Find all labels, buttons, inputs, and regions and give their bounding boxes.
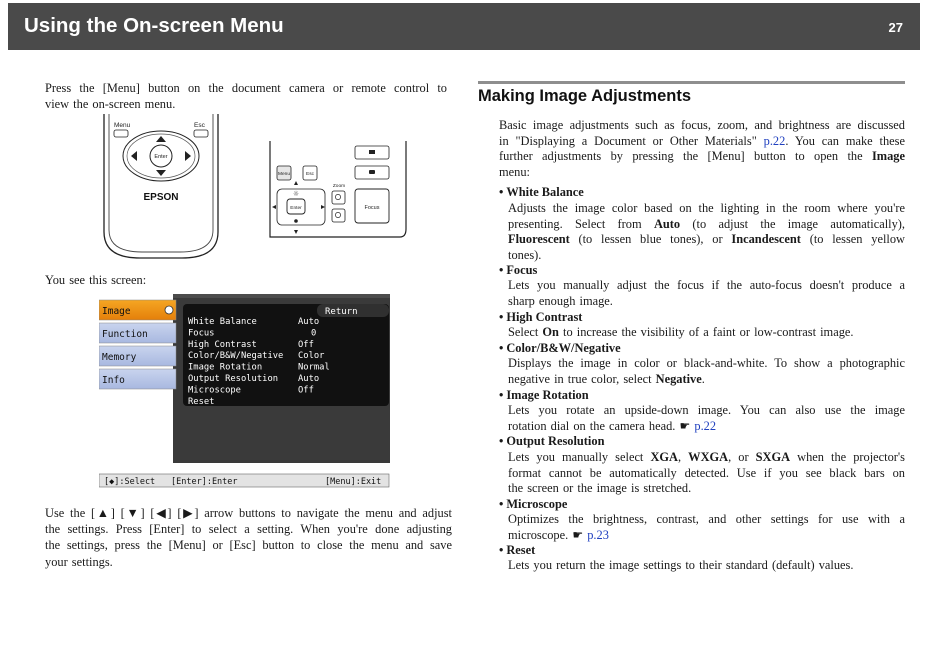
osd-tab-label: Image (102, 306, 131, 317)
remote-menu-label: Menu (114, 122, 131, 129)
item-output-resolution-title: • Output Resolution (499, 434, 605, 448)
camera-record-icon (294, 219, 298, 223)
remote-brand-logo: EPSON (143, 192, 179, 203)
osd-row-value: 0 (311, 328, 317, 339)
camera-esc-label: Esc (306, 172, 314, 177)
item-reset-body: Lets you return the image settings to their standard (default) values. (508, 558, 854, 572)
osd-row-label: Output Resolution (188, 374, 279, 384)
item-high-contrast-body: Select On to increase the visibility of a faint or low-contrast image. (508, 325, 854, 339)
osd-menu-row[interactable] (188, 363, 330, 373)
zoom-out-button[interactable] (332, 209, 345, 222)
osd-menu-row[interactable] (188, 351, 324, 361)
section-intro: Basic image adjustments such as focus, zoom, and brightness are discussed in "Displaying a Document or Other Materials" p.22. You can make these further adjustments by pressing the [Menu] button to open the Image menu: (499, 118, 905, 179)
osd-row-label: Reset (188, 396, 215, 407)
osd-tab-label: Memory (102, 352, 137, 363)
item-output-resolution-body: Lets you manually select XGA, WXGA, or SXGA when the projector's format cannot be automatically detected. Use if you see black bars on the screen or the image is stretched. (508, 450, 905, 496)
pointing-hand-icon: ☛ (572, 527, 584, 542)
osd-row-label: Color/B&W/Negative (188, 351, 284, 362)
remote-control-illustration (100, 114, 222, 260)
osd-tab-label: Info (102, 375, 125, 386)
osd-tab-label: Function (102, 329, 148, 340)
link-p22-rotation[interactable]: p.22 (694, 418, 717, 433)
page-header (8, 3, 920, 50)
osd-row-label: Microscope (188, 385, 241, 396)
camera-panel-illustration (268, 141, 408, 239)
item-image-rotation-title: • Image Rotation (499, 388, 589, 402)
osd-return-label: Return (325, 307, 358, 317)
osd-footer-select: [◆]:Select (104, 477, 156, 487)
page-number: 27 (888, 20, 903, 35)
page-title: Using the On-screen Menu (24, 14, 284, 37)
item-focus-body: Lets you manually adjust the focus if the auto-focus doesn't produce a sharp enough image. (508, 278, 905, 308)
camera-menu-label: Menu (278, 172, 290, 177)
navigation-instructions: Use the [▲] [▼] [◀] [▶] arrow buttons to navigate the menu and adjust the settings. Press [Enter] to select a setting. When you're done adjusting the settings, press the [Menu] or [Esc] button to close the menu and save your settings. (45, 506, 452, 569)
osd-row-label: Focus (188, 328, 215, 339)
osd-menu-illustration (99, 294, 391, 490)
section-title: Making Image Adjustments (478, 87, 692, 105)
link-p22[interactable]: p.22 (763, 133, 786, 148)
item-focus-title: • Focus (499, 263, 538, 277)
remote-enter-label: Enter (154, 154, 168, 160)
osd-row-value: Normal (298, 362, 330, 373)
see-screen-text: You see this screen: (45, 273, 147, 287)
camera-focus-label: Focus (364, 205, 380, 211)
section-rule (478, 81, 905, 84)
osd-footer-exit: [Menu]:Exit (325, 477, 382, 487)
osd-tab-memory[interactable] (99, 346, 176, 366)
item-color-bw-negative-title: • Color/B&W/Negative (499, 341, 621, 355)
item-microscope-title: • Microscope (499, 497, 568, 511)
item-color-bw-negative-body: Displays the image in color or black-and-white. To show a photographic negative in true color, select Negative. (508, 356, 905, 386)
osd-menu-row[interactable] (188, 317, 319, 327)
osd-row-label: High Contrast (188, 339, 257, 350)
intro-paragraph: Press the [Menu] button on the document camera or remote control to view the on-screen menu. (45, 81, 447, 111)
osd-row-value: Color (298, 351, 325, 362)
osd-row-value: Auto (298, 317, 320, 327)
osd-tab-info[interactable] (99, 369, 176, 389)
enter-icon (165, 306, 173, 314)
item-high-contrast-title: • High Contrast (499, 310, 583, 324)
item-white-balance-body: Adjusts the image color based on the lighting in the room where you're presenting. Select from Auto (to adjust the image automatically), Fluorescent (to lessen blue tones), or Incandescent (to lessen yellow tones). (508, 201, 905, 262)
camera-enter-label: Enter (290, 206, 302, 211)
item-image-rotation-body: Lets you rotate an upside-down image. You can also use the image rotation dial on the camera head. ☛ p.22 (508, 403, 905, 433)
camera-light-icon: ☼ (292, 190, 300, 198)
camera-zoom-label: Zoom (332, 184, 346, 189)
osd-row-label: Image Rotation (188, 362, 263, 373)
osd-footer-enter: [Enter]:Enter (171, 477, 238, 487)
remote-menu-button[interactable] (114, 130, 128, 137)
item-reset-title: • Reset (499, 543, 536, 557)
osd-tab-function[interactable] (99, 323, 176, 343)
link-p23[interactable]: p.23 (587, 527, 609, 542)
pointing-hand-icon: ☛ (679, 418, 691, 433)
osd-row-value: Off (298, 385, 314, 396)
osd-row-value: Auto (298, 374, 320, 384)
item-white-balance-title: • White Balance (499, 185, 584, 199)
osd-row-value: Off (298, 339, 314, 350)
osd-tab-image[interactable] (99, 300, 176, 320)
osd-menu-row[interactable] (188, 374, 319, 384)
remote-esc-button[interactable] (194, 130, 208, 137)
osd-menu-row[interactable] (188, 397, 214, 407)
osd-row-label: White Balance (188, 317, 257, 327)
zoom-in-button[interactable] (332, 191, 345, 204)
remote-esc-label: Esc (194, 122, 205, 129)
item-microscope-body: Optimizes the brightness, contrast, and other settings for use with a microscope. ☛ p.23 (508, 512, 905, 542)
